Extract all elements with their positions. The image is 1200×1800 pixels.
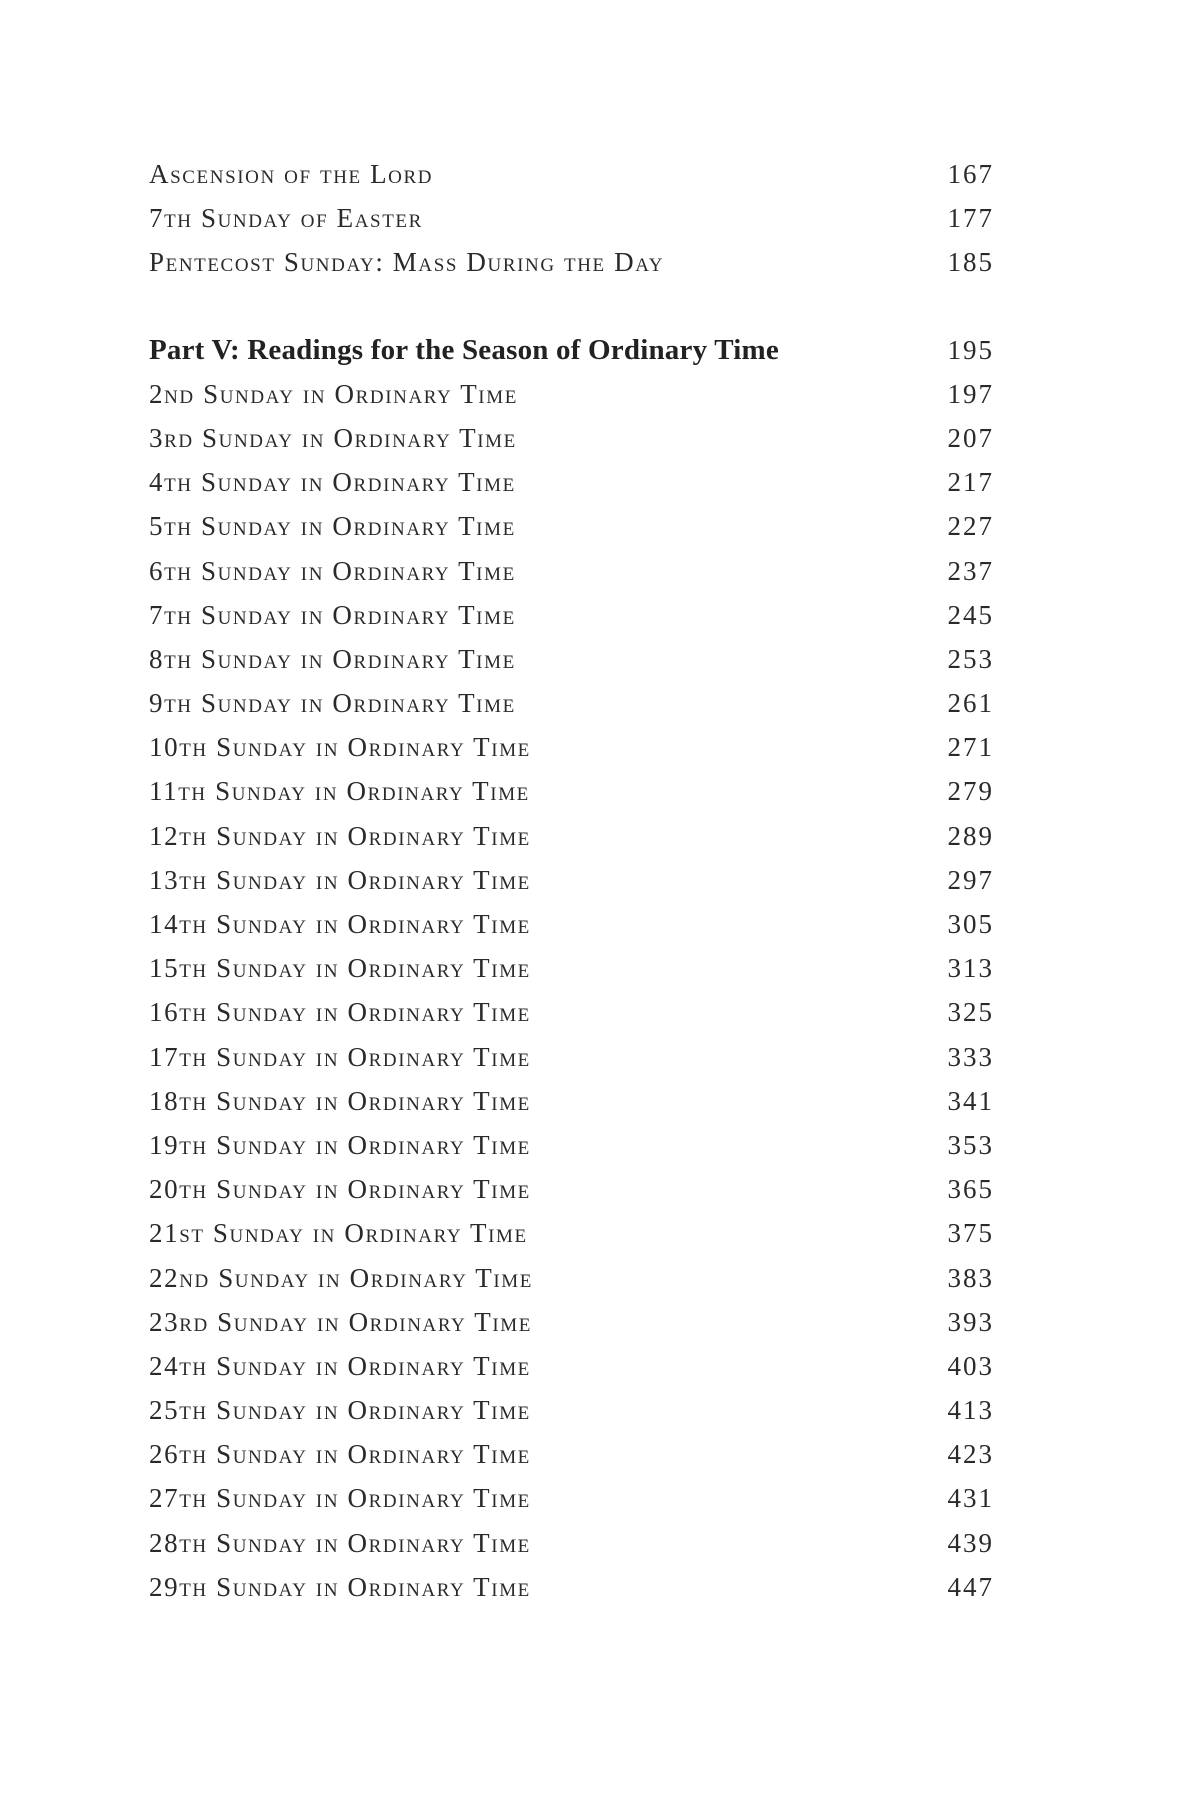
toc-entry-page: 325 [947,997,994,1028]
toc-entry-page: 413 [947,1395,994,1426]
toc-entry [149,196,994,240]
toc-entry-title: 17th Sunday in Ordinary Time [149,1041,531,1072]
toc-entry-title: 21st Sunday in Ordinary Time [149,1218,528,1249]
toc-entry-title: 14th Sunday in Ordinary Time [149,909,531,939]
section-spacer [149,285,994,328]
toc-entry [149,637,994,681]
toc-entry [149,1432,994,1476]
toc-entry-page: 185 [947,247,994,278]
toc-entry-page: 305 [947,909,994,939]
toc-entry [149,1300,994,1344]
toc-entry-title: 28th Sunday in Ordinary Time [149,1527,531,1558]
toc-entry [149,769,994,813]
toc-entry [149,1565,994,1609]
toc-entry [149,725,994,769]
toc-entry-page: 245 [947,599,994,630]
toc-entry-page: 279 [947,776,994,807]
toc-entry [149,1388,994,1432]
toc-entry-page: 431 [947,1483,994,1514]
toc-entry-title: 23rd Sunday in Ordinary Time [149,1306,532,1337]
toc-entry [149,504,994,548]
toc-entry-page: 197 [947,378,994,409]
toc-entry-title: 8th Sunday in Ordinary Time [149,643,516,674]
toc-entry-page: 237 [947,555,994,586]
toc-entry-page: 253 [947,643,994,674]
toc-entry-title: Ascension of the Lord [149,159,434,189]
toc-entry-title: 19th Sunday in Ordinary Time [149,1129,531,1160]
toc-entry [149,946,994,990]
toc-entry-page: 403 [947,1350,994,1381]
toc-entry-title: 4th Sunday in Ordinary Time [149,467,516,498]
toc-entry-page: 217 [947,467,994,498]
toc-entry-title: 10th Sunday in Ordinary Time [149,732,531,763]
toc-entry [149,240,994,284]
toc-section-ordinary-time [149,372,994,1609]
part-page: 195 [947,334,994,365]
toc-entry-page: 423 [947,1439,994,1470]
toc-entry-title: 20th Sunday in Ordinary Time [149,1174,531,1205]
toc-entry [149,1211,994,1255]
toc-part-heading [149,328,994,372]
toc-entry [149,990,994,1034]
toc-entry-title: 25th Sunday in Ordinary Time [149,1395,531,1426]
toc-entry [149,416,994,460]
toc-entry [149,460,994,504]
toc-entry [149,1079,994,1123]
toc-entry-page: 297 [947,864,994,895]
toc-entry-title: 15th Sunday in Ordinary Time [149,953,531,984]
toc-entry-title: 12th Sunday in Ordinary Time [149,820,531,851]
toc-entry-title: 11th Sunday in Ordinary Time [149,776,530,807]
toc-entry [149,1521,994,1565]
toc-entry [149,858,994,902]
toc-entry [149,1167,994,1211]
toc-entry [149,902,994,946]
toc-entry [149,1476,994,1520]
toc-entry-title: 9th Sunday in Ordinary Time [149,688,516,719]
toc-entry-title: 3rd Sunday in Ordinary Time [149,422,517,453]
toc-entry-title: 22nd Sunday in Ordinary Time [149,1262,534,1293]
toc-entry-page: 313 [947,953,994,984]
table-of-contents [149,152,994,1609]
toc-entry [149,549,994,593]
toc-entry [149,372,994,416]
toc-entry [149,1344,994,1388]
toc-entry-title: 13th Sunday in Ordinary Time [149,864,531,895]
toc-entry-page: 439 [947,1527,994,1558]
toc-entry-title: 18th Sunday in Ordinary Time [149,1085,531,1116]
toc-entry-page: 393 [947,1306,994,1337]
toc-entry-title: 26th Sunday in Ordinary Time [149,1439,531,1470]
toc-entry-page: 207 [947,422,994,453]
toc-entry-page: 353 [947,1129,994,1160]
toc-entry-title: 16th Sunday in Ordinary Time [149,997,531,1028]
toc-entry-title: 7th Sunday of Easter [149,203,423,234]
toc-entry [149,152,994,196]
toc-entry-page: 333 [947,1041,994,1072]
toc-entry-page: 261 [947,688,994,719]
part-title: Part V: Readings for the Season of Ordinary Time [149,333,779,366]
toc-entry-page: 289 [947,820,994,851]
toc-entry-page: 341 [947,1085,994,1116]
toc-entry-page: 383 [947,1262,994,1293]
toc-entry-page: 167 [947,159,994,189]
toc-entry-title: 29th Sunday in Ordinary Time [149,1571,531,1602]
toc-entry-title: 2nd Sunday in Ordinary Time [149,378,518,409]
toc-entry-page: 365 [947,1174,994,1205]
toc-entry [149,593,994,637]
toc-entry-page: 177 [947,203,994,234]
toc-entry-page: 227 [947,511,994,542]
toc-entry-title: 6th Sunday in Ordinary Time [149,555,516,586]
toc-entry-page: 447 [947,1571,994,1602]
toc-entry [149,814,994,858]
toc-entry-title: Pentecost Sunday: Mass During the Day [149,247,665,278]
toc-entry [149,1035,994,1079]
toc-entry-page: 375 [947,1218,994,1249]
toc-entry-title: 5th Sunday in Ordinary Time [149,511,516,542]
toc-entry-title: 24th Sunday in Ordinary Time [149,1350,531,1381]
toc-entry-page: 271 [947,732,994,763]
toc-entry [149,1256,994,1300]
toc-section-easter [149,152,994,285]
toc-entry [149,1123,994,1167]
toc-entry-title: 27th Sunday in Ordinary Time [149,1483,531,1514]
toc-entry [149,681,994,725]
toc-entry-title: 7th Sunday in Ordinary Time [149,599,516,630]
